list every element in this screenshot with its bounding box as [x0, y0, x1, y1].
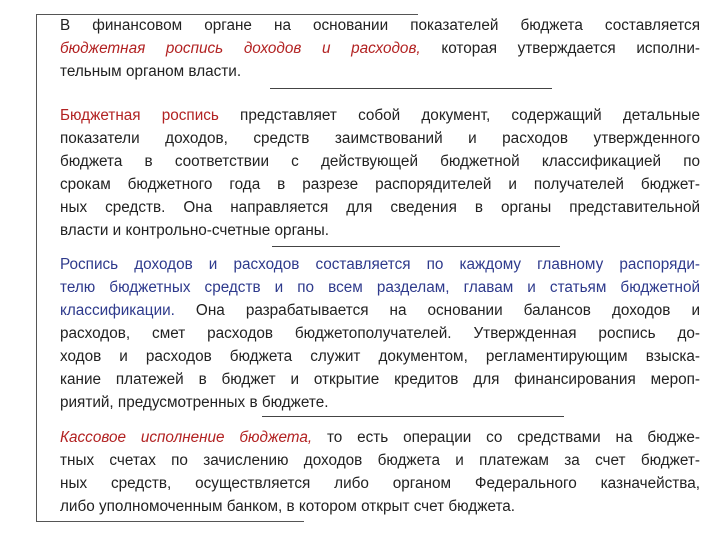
- separator-2: [272, 246, 560, 247]
- paragraph-4-line: тных счетах по зачислению доходов бюджета и платежам за счет бюджет-: [60, 452, 700, 469]
- paragraph-4: [60, 426, 700, 518]
- paragraph-4-line: либо уполномоченным банком, в котором открыт счет бюджета.: [60, 498, 516, 515]
- paragraph-1: [60, 14, 700, 83]
- paragraph-3-line-3: классификации. Она разрабатывается на основании балансов доходов и: [60, 302, 700, 319]
- paragraph-3-blue-line: Роспись доходов и расходов составляется по каждому главному распоряди-: [60, 256, 700, 273]
- paragraph-4-line-1: Кассовое исполнение бюджета, то есть операции со средствами на бюдже-: [60, 429, 700, 446]
- paragraph-1-line-1: В финансовом органе на основании показателей бюджета составляется: [60, 17, 700, 34]
- paragraph-1-line-2: бюджетная роспись доходов и расходов, которая утверждается исполни-: [60, 40, 700, 57]
- frame-bottom-border: [36, 521, 304, 522]
- budget-schedule-term: бюджетная роспись доходов и расходов,: [60, 40, 421, 57]
- paragraph-3-line: риятий, предусмотренных в бюджете.: [60, 394, 329, 411]
- paragraph-2-line: ных средств. Она направляется для сведения в органы представительной: [60, 199, 700, 216]
- paragraph-3-line: ходов и расходов бюджета служит документом, регламентирующим взыска-: [60, 348, 700, 365]
- frame-left-border: [36, 14, 37, 522]
- paragraph-2-line-1: Бюджетная роспись представляет собой документ, содержащий детальные: [60, 107, 700, 124]
- separator-1: [270, 88, 552, 89]
- paragraph-3: [60, 253, 700, 414]
- paragraph-2-line: показатели доходов, средств заимствований и расходов утвержденного: [60, 130, 700, 147]
- paragraph-2: [60, 104, 700, 242]
- paragraph-2-line: срокам бюджетного года в разрезе распорядителей и получателей бюджет-: [60, 176, 700, 193]
- paragraph-3-line: расходов, смет расходов бюджетополучателей. Утвержденная роспись до-: [60, 325, 700, 342]
- paragraph-2-line: бюджета в соответствии с действующей бюджетной классификацией по: [60, 153, 700, 170]
- separator-3: [262, 416, 564, 417]
- paragraph-1-line-3: тельным органом власти.: [60, 63, 242, 80]
- budget-schedule-highlight: Бюджетная роспись: [60, 107, 219, 124]
- paragraph-2-line: власти и контрольно-счетные органы.: [60, 222, 330, 239]
- paragraph-3-blue-line: телю бюджетных средств и по всем разделам, главам и статьям бюджетной: [60, 279, 700, 296]
- cash-execution-highlight: Кассовое исполнение бюджета,: [60, 429, 313, 446]
- paragraph-3-line: кание платежей в бюджет и открытие кредитов для финансирования мероп-: [60, 371, 700, 388]
- paragraph-4-line: ных средств, осуществляется либо органом Федерального казначейства,: [60, 475, 700, 492]
